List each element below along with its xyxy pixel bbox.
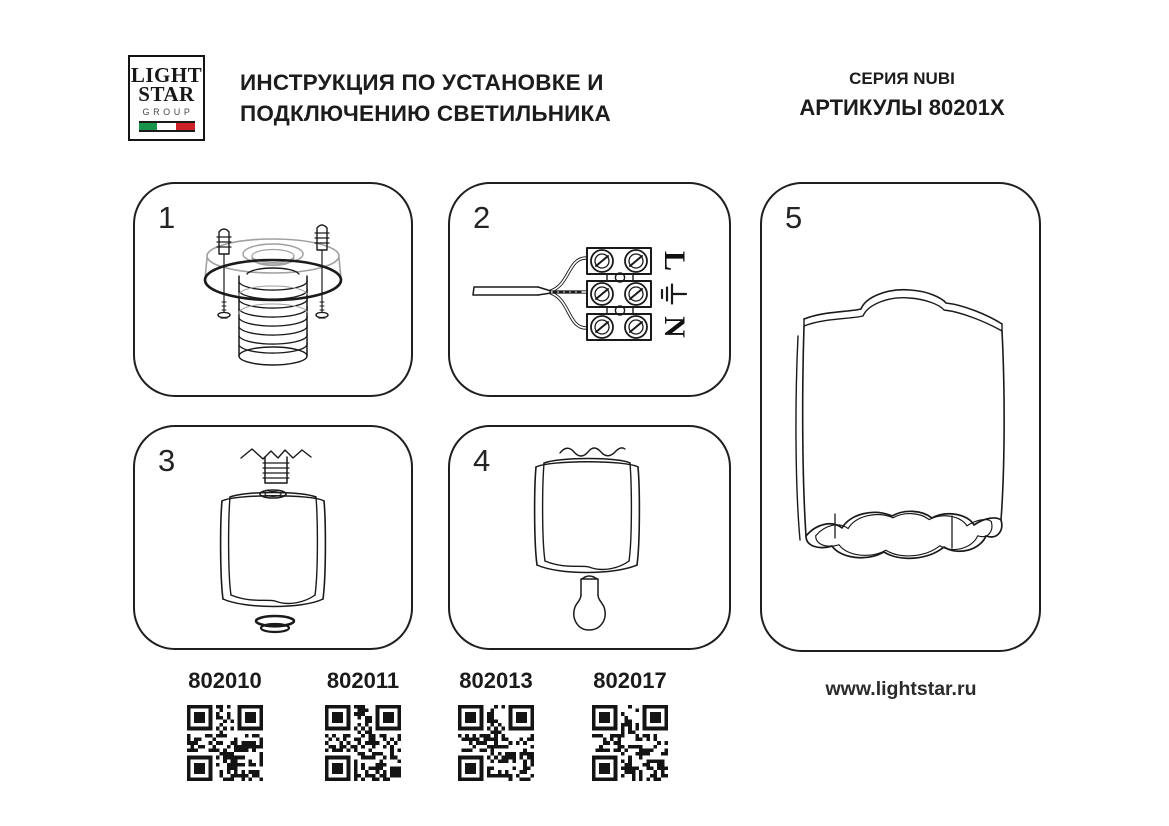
flag-green-stripe xyxy=(139,123,158,130)
page-title-line2: ПОДКЛЮЧЕНИЮ СВЕТИЛЬНИКА xyxy=(240,101,611,126)
step-number: 1 xyxy=(158,200,176,235)
series-label: СЕРИЯ NUBI xyxy=(849,69,955,88)
step-number: 4 xyxy=(473,443,491,478)
dowel-screw-left xyxy=(217,229,231,318)
step-number: 2 xyxy=(473,200,491,235)
qr-code xyxy=(187,705,263,781)
article-code: 802011 xyxy=(326,668,400,693)
light-bulb-icon xyxy=(574,576,605,630)
step-number: 3 xyxy=(158,443,176,478)
terminal-screws xyxy=(591,250,647,338)
italian-flag-icon xyxy=(139,121,195,132)
page-title xyxy=(240,67,611,129)
step-panel-2 xyxy=(448,182,731,397)
threaded-pipe xyxy=(263,457,289,483)
qr-code xyxy=(458,705,534,781)
assembled-lamp xyxy=(796,290,1004,559)
step5-assembled-lamp-diagram xyxy=(762,184,1039,650)
ground-icon xyxy=(662,285,686,304)
article-block xyxy=(436,668,556,786)
lampshade xyxy=(535,459,640,573)
website-link: www.lightstar.ru xyxy=(825,678,977,700)
line-label: L xyxy=(658,250,692,272)
step-number: 5 xyxy=(785,200,803,235)
step1-mounting-base-diagram xyxy=(135,184,411,395)
step-panel-5 xyxy=(760,182,1041,652)
step-panel-3 xyxy=(133,425,413,650)
dowel-screw-right xyxy=(315,225,329,318)
step3-shade-mount-diagram xyxy=(135,427,411,648)
article-block xyxy=(165,668,285,786)
step-panel-4 xyxy=(448,425,731,650)
flag-red-stripe xyxy=(176,123,195,130)
articles-label: АРТИКУЛЫ 80201X xyxy=(799,95,1005,120)
logo-word-group: GROUP xyxy=(142,107,194,117)
fixing-ring xyxy=(256,616,294,632)
ceiling-squiggle xyxy=(560,448,625,456)
qr-code xyxy=(325,705,401,781)
step2-wiring-diagram xyxy=(450,184,729,395)
article-code: 802017 xyxy=(593,668,667,693)
logo-word-star: STAR xyxy=(138,82,195,106)
qr-code xyxy=(592,705,668,781)
lightstar-logo xyxy=(128,55,205,141)
wires xyxy=(551,258,586,328)
terminal-block xyxy=(587,248,651,340)
logo-word-light: LIGHT xyxy=(130,63,203,87)
threaded-column xyxy=(239,268,307,365)
step4-bulb-diagram xyxy=(450,427,729,648)
step-panel-1 xyxy=(133,182,413,397)
supply-cable xyxy=(473,287,551,295)
ceiling-zigzag xyxy=(241,449,311,459)
article-code: 802010 xyxy=(188,668,262,693)
page-title-line1: ИНСТРУКЦИЯ ПО УСТАНОВКЕ И xyxy=(240,70,604,95)
neutral-label: N xyxy=(658,316,692,338)
lampshade xyxy=(221,490,326,607)
article-code: 802013 xyxy=(459,668,533,693)
article-block xyxy=(570,668,690,786)
flag-white-stripe xyxy=(157,123,176,130)
article-block xyxy=(303,668,423,786)
